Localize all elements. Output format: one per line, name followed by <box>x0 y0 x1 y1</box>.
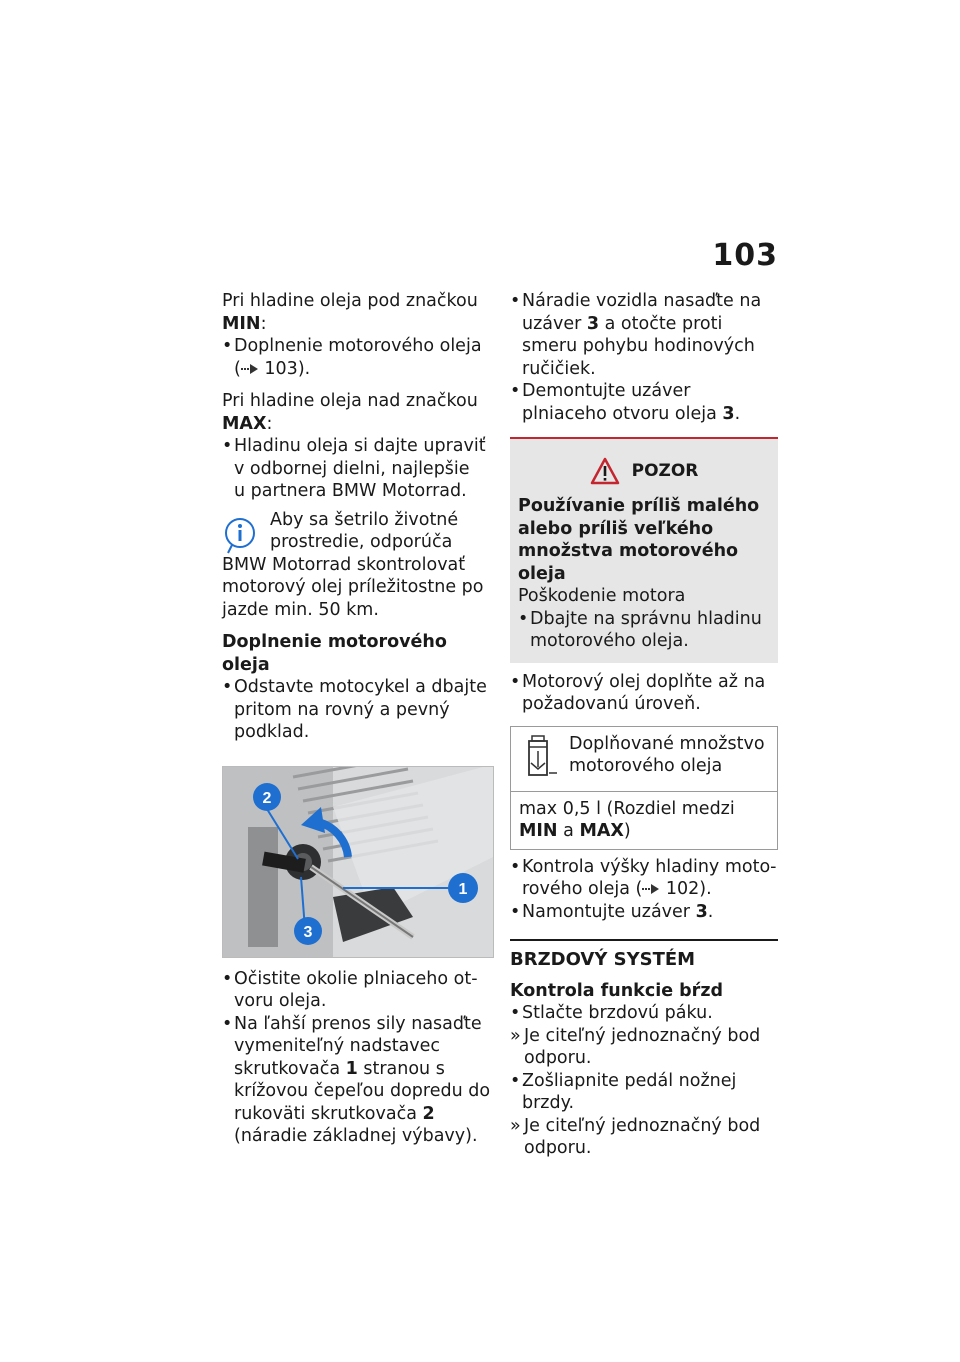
list-item: • Dbajte na správnu hladinu motorového oleja. <box>518 608 762 651</box>
right-column <box>510 290 778 1160</box>
warning-title: Používanie príliš malého alebo príliš veľkého množstva motorového oleja <box>518 496 760 584</box>
result-item: » Je citeľný jednoznačný bod odporu. <box>510 1115 761 1158</box>
callout-label: 1 <box>458 880 468 898</box>
page-number: 103 <box>712 238 778 273</box>
list-item: • Doplnenie motorového oleja ( 103). <box>222 336 482 379</box>
page-reference-icon <box>241 363 259 375</box>
left-column <box>222 290 494 1148</box>
oil-quantity-spec <box>510 726 778 850</box>
bullet-icon: • <box>510 291 521 311</box>
warning-label: POZOR <box>631 460 699 481</box>
info-note: Aby sa šetrilo životné prostredie, odporúča BMW Motorrad skontrolovať motorový olej príležitostne po jazde min. 50 km. <box>222 509 484 620</box>
page-reference-link[interactable]: 103 <box>264 358 298 379</box>
bullet-icon: • <box>222 436 233 456</box>
result-item: » Je citeľný jednoznačný bod odporu. <box>510 1025 761 1068</box>
callout-label: 3 <box>303 923 313 941</box>
min-condition: Pri hladine oleja pod značkou MIN: <box>222 291 478 334</box>
list-item: • Stlačte brzdovú páku. <box>510 1003 713 1023</box>
page-reference-icon <box>642 883 660 895</box>
list-item: • Namontujte uzáver 3. <box>510 901 714 922</box>
bullet-icon: • <box>518 608 529 629</box>
spec-label: Doplňované množstvo motorového oleja <box>569 733 765 776</box>
section-heading: Doplnenie motorového oleja <box>222 632 447 675</box>
list-item: • Motorový olej doplňte až na požadovanú úroveň. <box>510 671 766 714</box>
spec-value: max 0,5 l (Rozdiel medzi MIN a MAX) <box>519 798 735 841</box>
warning-cause: Poškodenie motora <box>518 586 686 606</box>
engine-oil-filler-figure <box>222 766 494 958</box>
bullet-icon: • <box>510 1003 521 1023</box>
warning-triangle-icon <box>590 457 620 485</box>
info-icon <box>222 515 258 555</box>
max-condition: Pri hladine oleja nad značkou MAX: <box>222 391 478 434</box>
bullet-icon: • <box>222 1013 233 1034</box>
list-item: • Zošliapnite pedál nožnej brzdy. <box>510 1070 737 1113</box>
list-item: • Na ľahší prenos sily nasaďte vymeniteľný nadstavec skrutkovača 1 stranou s krížovou čepeľou dopredu do rukoväti skrutkovača 2 (náradie základnej výbavy). <box>222 1013 491 1146</box>
list-item: • Hladinu oleja si dajte upraviť v odbornej dielni, najlepšie u partnera BMW Motorrad. <box>222 436 486 501</box>
callout-label: 2 <box>262 789 272 807</box>
bullet-icon: • <box>510 901 521 922</box>
result-arrow-icon: » <box>510 1115 521 1136</box>
engine-illustration <box>223 767 493 957</box>
section-title: BRZDOVÝ SYSTÉM <box>510 939 778 972</box>
bullet-icon: • <box>510 856 521 877</box>
list-item: • Demontujte uzáver plniaceho otvoru oleja 3. <box>510 381 741 424</box>
bullet-icon: • <box>510 381 521 401</box>
bullet-icon: • <box>222 336 233 356</box>
bullet-icon: • <box>222 677 233 697</box>
list-item: • Odstavte motocykel a dbajte pritom na rovný a pevný podklad. <box>222 677 487 742</box>
bullet-icon: • <box>510 1070 521 1091</box>
list-item: • Náradie vozidla nasaďte na uzáver 3 a otočte proti smeru pohybu hodinových ručičiek. <box>510 291 762 379</box>
list-item: • Očistite okolie plniaceho otvoru oleja. <box>222 968 478 1011</box>
bullet-icon: • <box>222 968 233 989</box>
list-item: • Kontrola výšky hladiny motorového oleja ( 102). <box>510 856 777 899</box>
warning-box <box>510 437 778 663</box>
subsection-title: Kontrola funkcie bŕzd <box>510 980 724 1001</box>
page-reference-link[interactable]: 102 <box>665 879 700 899</box>
result-arrow-icon: » <box>510 1025 521 1046</box>
bullet-icon: • <box>510 671 521 692</box>
oil-can-spec-icon <box>519 733 563 783</box>
